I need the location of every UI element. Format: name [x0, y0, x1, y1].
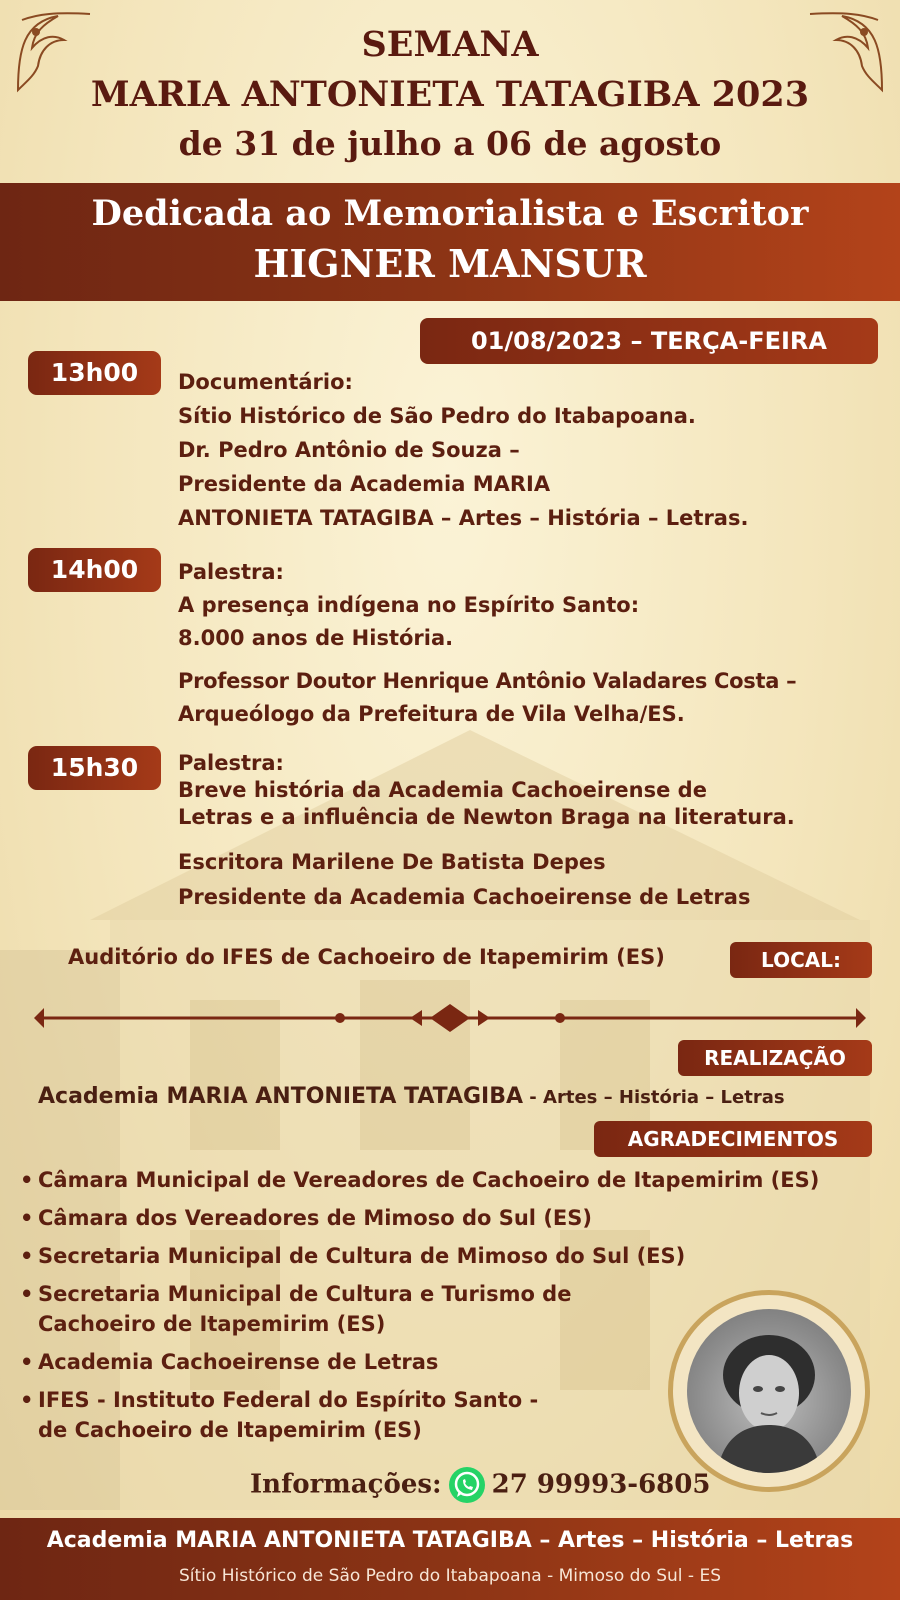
schedule-line: Professor Doutor Henrique Antônio Valadares Costa –: [178, 669, 797, 693]
list-item-text: Secretaria Municipal de Cultura de Mimoso do Sul (ES): [38, 1244, 686, 1268]
list-item-text: de Cachoeiro de Itapemirim (ES): [38, 1418, 422, 1442]
bullet-icon: •: [20, 1350, 34, 1374]
schedule-line: Escritora Marilene De Batista Depes: [178, 850, 606, 874]
footer-address: Sítio Histórico de São Pedro do Itabapoana - Mimoso do Sul - ES: [179, 1566, 721, 1586]
title-line-2: MARIA ANTONIETA TATAGIBA 2023: [90, 74, 810, 115]
schedule-item-3: [178, 750, 893, 915]
bullet-icon: •: [20, 1388, 34, 1412]
list-item-text: Câmara Municipal de Vereadores de Cachoeiro de Itapemirim (ES): [38, 1168, 820, 1192]
bullet-icon: •: [20, 1206, 34, 1230]
schedule-line: Documentário:: [178, 370, 353, 394]
schedule-line: Palestra:: [178, 560, 284, 584]
honoree-name: HIGNER MANSUR: [253, 241, 647, 286]
schedule-line: Palestra:: [178, 751, 284, 775]
time-badge-1: 13h00: [28, 351, 161, 395]
ornamental-divider: [30, 1000, 870, 1036]
organizer-text: [38, 1084, 785, 1109]
dedication-text: Dedicada ao Memorialista e Escritor: [91, 193, 809, 234]
portrait-silhouette-icon: [687, 1309, 851, 1473]
time-badge-3: 15h30: [28, 746, 161, 790]
schedule-line: Dr. Pedro Antônio de Souza –: [178, 438, 520, 462]
schedule-line: 8.000 anos de História.: [178, 626, 454, 650]
list-item-text: Academia Cachoeirense de Letras: [38, 1350, 439, 1374]
bullet-icon: •: [20, 1282, 34, 1306]
list-item: [18, 1165, 898, 1195]
organizer-subtitle: - Artes – História – Letras: [523, 1087, 785, 1108]
list-item: [18, 1203, 898, 1233]
schedule-line: ANTONIETA TATAGIBA – Artes – História – Letras.: [178, 506, 749, 530]
venue-text: Auditório do IFES de Cachoeiro de Itapemirim (ES): [68, 945, 665, 969]
whatsapp-icon: [448, 1466, 486, 1504]
contact-info: [250, 1466, 710, 1504]
footer-banner: [0, 1518, 900, 1600]
schedule-line: Breve história da Academia Cachoeirense de: [178, 778, 707, 802]
footer-org: Academia MARIA ANTONIETA TATAGIBA – Artes – História – Letras: [46, 1528, 854, 1553]
schedule-line: Presidente da Academia Cachoeirense de Letras: [178, 885, 751, 909]
organizer-name: Academia MARIA ANTONIETA TATAGIBA: [38, 1084, 524, 1109]
title-dates: de 31 de julho a 06 de agosto: [178, 124, 722, 163]
list-item-text: Câmara dos Vereadores de Mimoso do Sul (ES): [38, 1206, 592, 1230]
list-item-text: Cachoeiro de Itapemirim (ES): [38, 1312, 386, 1336]
schedule-line: Sítio Histórico de São Pedro do Itabapoana.: [178, 404, 696, 428]
portrait-photo: [687, 1309, 851, 1473]
bullet-icon: •: [20, 1168, 34, 1192]
time-badge-2: 14h00: [28, 548, 161, 592]
list-item: [18, 1241, 898, 1271]
bullet-icon: •: [20, 1244, 34, 1268]
local-label-badge: LOCAL:: [730, 942, 872, 978]
agradecimentos-label-badge: AGRADECIMENTOS: [594, 1121, 872, 1157]
title-line-1: SEMANA: [361, 24, 539, 65]
schedule-line: Arqueólogo da Prefeitura de Vila Velha/ES.: [178, 702, 685, 726]
schedule-item-1: [178, 365, 893, 535]
info-label: Informações:: [250, 1469, 442, 1500]
dedication-banner: [0, 183, 900, 301]
schedule-line: A presença indígena no Espírito Santo:: [178, 593, 640, 617]
phone-number: 27 99993-6805: [491, 1469, 711, 1500]
list-item-text: IFES - Instituto Federal do Espírito Santo -: [38, 1388, 539, 1412]
realizacao-label-badge: REALIZAÇÃO: [678, 1040, 872, 1076]
portrait-frame: [668, 1290, 870, 1492]
schedule-item-2: [178, 556, 893, 731]
schedule-line: Letras e a influência de Newton Braga na literatura.: [178, 805, 795, 829]
event-date-badge: 01/08/2023 – TERÇA-FEIRA: [420, 318, 878, 364]
list-item-text: Secretaria Municipal de Cultura e Turismo de: [38, 1282, 572, 1306]
schedule-line: Presidente da Academia MARIA: [178, 472, 551, 496]
